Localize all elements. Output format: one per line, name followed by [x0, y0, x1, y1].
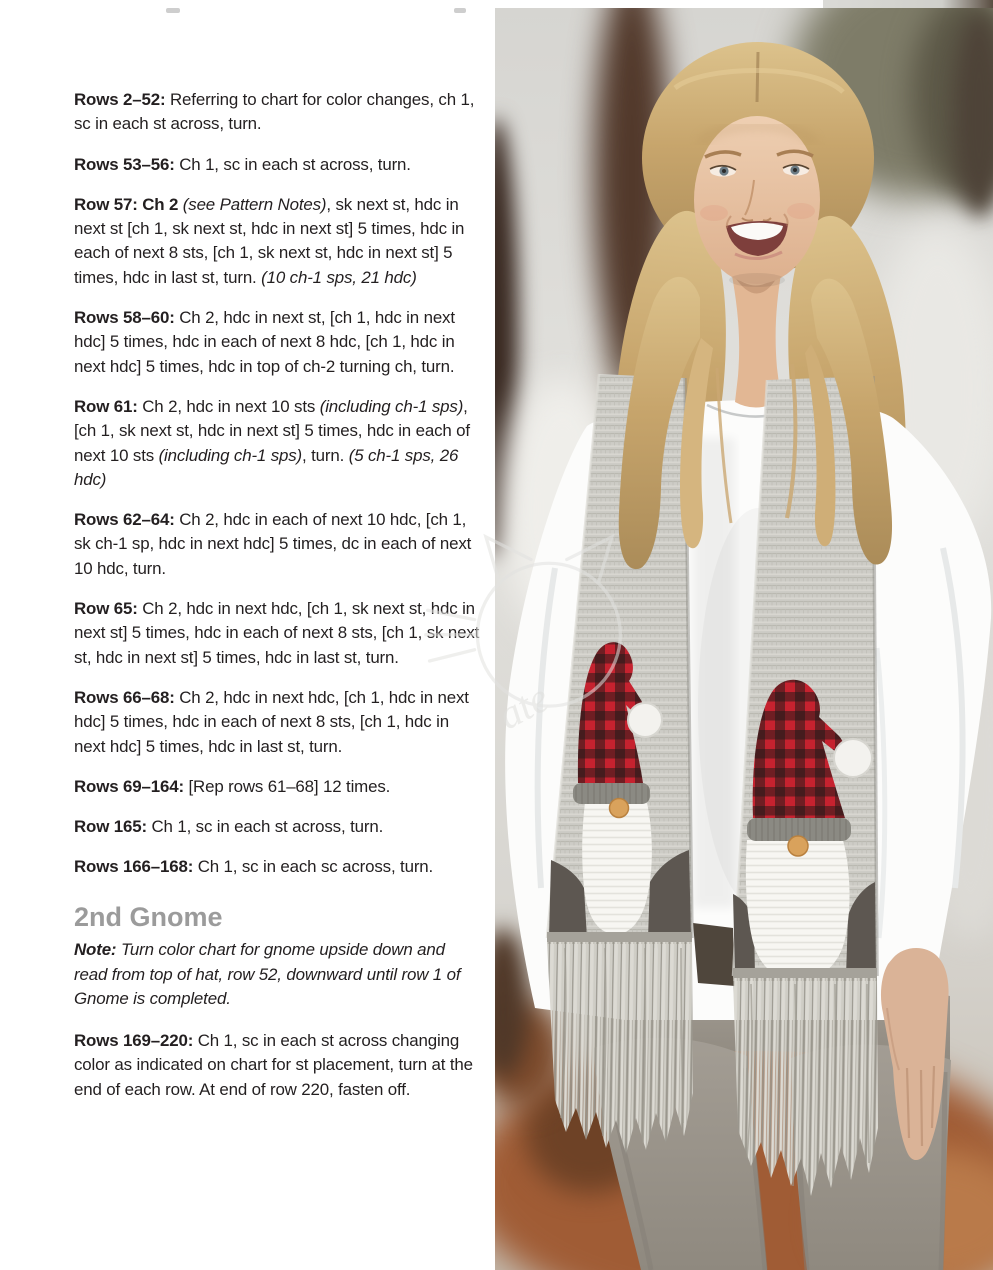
instruction-rows-169-220 — [74, 1029, 480, 1102]
instruction-text: Referring to chart for color changes, ch 1, sc in each st across, turn. — [74, 90, 475, 134]
row-label: Rows 69–164: — [74, 776, 184, 796]
section-note — [74, 938, 480, 1012]
instruction-rows-53-56 — [74, 153, 480, 177]
gnome-nose — [610, 799, 629, 818]
row-label: Rows 62–64: — [74, 510, 175, 530]
instruction-text: Ch 1, sc in each st across, turn. — [146, 817, 384, 837]
row-label: Row 165: — [74, 817, 147, 837]
stitch-count: (5 ch-1 sps, 26 hdc) — [74, 445, 459, 489]
instruction-text: Ch 2, hdc in next 10 sts — [137, 396, 320, 416]
note-label: Note: — [74, 939, 117, 959]
row-label: Rows 58–60: — [74, 308, 175, 328]
pattern-instructions — [74, 88, 480, 1118]
instruction-text: Ch 1, sc in each sc across, turn. — [193, 857, 434, 877]
cropped-text-mark — [454, 8, 466, 13]
instruction-text: [Rep rows 61–68] 12 times. — [183, 776, 391, 796]
hat-brim — [573, 783, 650, 804]
instruction-text: Ch 2, hdc in next st, [ch 1, hdc in next hdc] 5 times, hdc in each of next 8 hdc, [ch 1, hdc in next hdc] 5 times, hdc in top of ch-2 turning ch, turn. — [74, 308, 455, 376]
pattern-note-reference: (see Pattern Notes) — [182, 194, 327, 214]
instruction-rows-66-68 — [74, 686, 480, 759]
instruction-row-165 — [74, 815, 480, 839]
instruction-rows-58-60 — [74, 306, 480, 379]
note-text: Turn color chart for gnome upside down and read from top of hat, row 52, downward until row 1 of Gnome is completed. — [74, 939, 461, 1009]
row-label: Row 61: — [74, 396, 138, 416]
stitch-note: (including ch-1 sps) — [319, 396, 464, 416]
instruction-rows-2-52 — [74, 88, 480, 137]
watermark-script-text: ate — [490, 673, 557, 739]
instruction-rows-166-168 — [74, 855, 480, 879]
instruction-rows-69-164 — [74, 775, 480, 799]
cropped-text-mark — [166, 8, 180, 13]
instruction-text: Ch 2, hdc in next hdc, [ch 1, sk next st, hdc in next st] 5 times, hdc in each of next 8 sts, [ch 1, sk next st, hdc in next st] 5 times, hdc in last st, turn. — [74, 599, 480, 667]
row-label: Row 57: Ch 2 — [74, 194, 183, 214]
instruction-row-61 — [74, 395, 480, 492]
row-label: Rows 169–220: — [74, 1031, 194, 1051]
instruction-text: Ch 1, sc in each st across, turn. — [174, 154, 411, 174]
instruction-row-65 — [74, 597, 480, 670]
instruction-text: Ch 2, hdc in next hdc, [ch 1, hdc in next hdc] 5 times, hdc in each of next 8 sts, [ch 1, hdc in next hdc] 5 times, hdc in last st, turn. — [74, 687, 469, 756]
row-label: Rows 66–68: — [74, 687, 175, 707]
cat-logo-watermark — [422, 515, 657, 760]
hat-pompom — [834, 739, 872, 777]
row-label: Rows 2–52: — [74, 90, 166, 109]
row-label: Rows 53–56: — [74, 154, 175, 174]
gnome-beard — [746, 840, 850, 980]
hair-part-line — [757, 52, 758, 102]
gnome-nose — [788, 836, 808, 856]
row-label: Row 65: — [74, 599, 138, 619]
instruction-row-57 — [74, 193, 480, 290]
instruction-text: , [ch 1, sk next st, hdc in next st] 5 times, hdc in each of next 10 sts — [74, 396, 470, 465]
instruction-text: Ch 1, sc in each st across changing color as indicated on chart for st placement, turn at the end of each row. At end of row 220, fasten off. — [74, 1031, 473, 1099]
instruction-text: , turn. — [302, 445, 349, 465]
shadow-wedge — [693, 923, 735, 986]
row-label: Rows 166–168: — [74, 857, 194, 877]
instruction-rows-62-64 — [74, 508, 480, 581]
section-heading-2nd-gnome: 2nd Gnome — [74, 901, 223, 932]
stitch-note: (including ch-1 sps) — [158, 445, 303, 465]
stitch-count: (10 ch-1 sps, 21 hdc) — [261, 267, 417, 287]
instruction-text: , sk next st, hdc in next st [ch 1, sk next st, hdc in next st] 5 times, hdc in each of next 8 sts, [ch 1, sk next st, hdc in next st] 5 times, hdc in last st, turn. — [74, 194, 465, 287]
instruction-text: Ch 2, hdc in each of next 10 hdc, [ch 1, sk ch-1 sp, hdc in next hdc] 5 times, dc in each of next 10 hdc, turn. — [74, 510, 472, 578]
